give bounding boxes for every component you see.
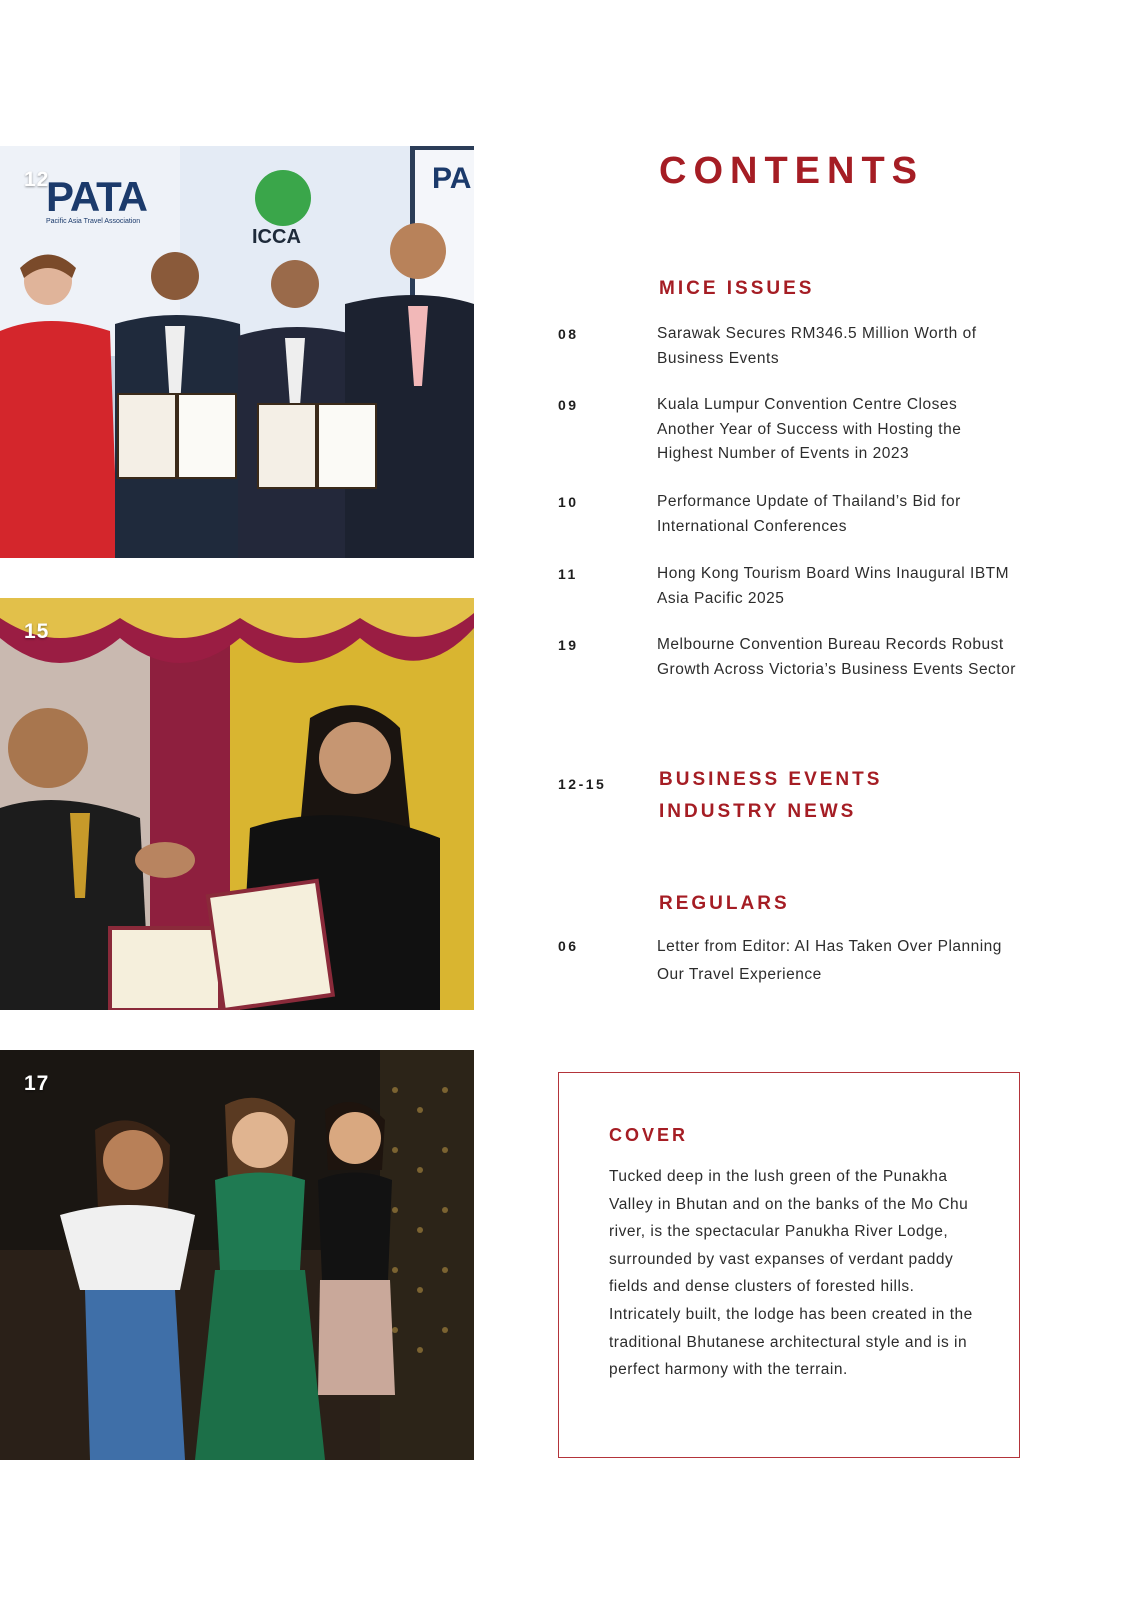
toc-entry-title: Performance Update of Thailand’s Bid for International Conferences [657,493,961,535]
toc-entry-title: Melbourne Convention Bureau Records Robust Growth Across Victoria’s Business Events Sector [657,636,1016,678]
icca-logo: ICCA [252,226,301,248]
toc-page-number: 09 [558,397,579,413]
cover-box [558,1072,1020,1458]
toc-entry-title: Letter from Editor: AI Has Taken Over Planning Our Travel Experience [657,938,1002,983]
pata-logo [46,173,147,225]
cover-heading: COVER [609,1125,689,1145]
toc-page-number: 10 [558,494,579,510]
section-heading-line: BUSINESS EVENTS [659,769,883,790]
photo-signing-ceremony [0,146,474,558]
women-photo-image [0,1050,474,1460]
cover-description: Tucked deep in the lush green of the Punakha Valley in Bhutan and on the banks of the Mo Chu river, is the spectacular Panukha River Lodge, surrounded by vast expanses of verdant paddy fields and dense clusters of forested hills. Intricately built, the lodge has been created in the traditional Bhutanese architectural style and is in perfect harmony with the terrain. [609,1168,973,1379]
toc-page-number: 19 [558,637,579,653]
toc-page-number-business-events: 12-15 [558,776,607,792]
section-heading-mice-issues: MICE ISSUES [659,278,815,299]
pata-logo-subtext: Pacific Asia Travel Association [46,218,141,225]
photo-award-handshake [0,598,474,1010]
toc-entry-title: Sarawak Secures RM346.5 Million Worth of Business Events [657,325,977,367]
toc-page-number: 11 [558,566,578,582]
photo-page-number: 17 [24,1072,50,1095]
pata-logo-text: PATA [46,173,147,220]
page-title: CONTENTS [659,150,924,192]
section-heading-business-events[interactable] [659,764,882,828]
pata-logo-right: PA [432,162,472,195]
section-heading-line: INDUSTRY NEWS [659,801,857,822]
handshake-photo-image [0,598,474,1010]
toc-page-number: 08 [558,326,579,342]
photo-three-women [0,1050,474,1460]
toc-entry-title: Kuala Lumpur Convention Centre Closes Another Year of Success with Hosting the Highest Number of Events in 2023 [657,396,962,462]
photo-page-number: 12 [24,168,50,191]
section-heading-regulars: REGULARS [659,893,790,914]
photo-page-number: 15 [24,620,50,643]
toc-page-number: 06 [558,938,579,954]
toc-entry-title: Hong Kong Tourism Board Wins Inaugural IBTM Asia Pacific 2025 [657,565,1010,607]
